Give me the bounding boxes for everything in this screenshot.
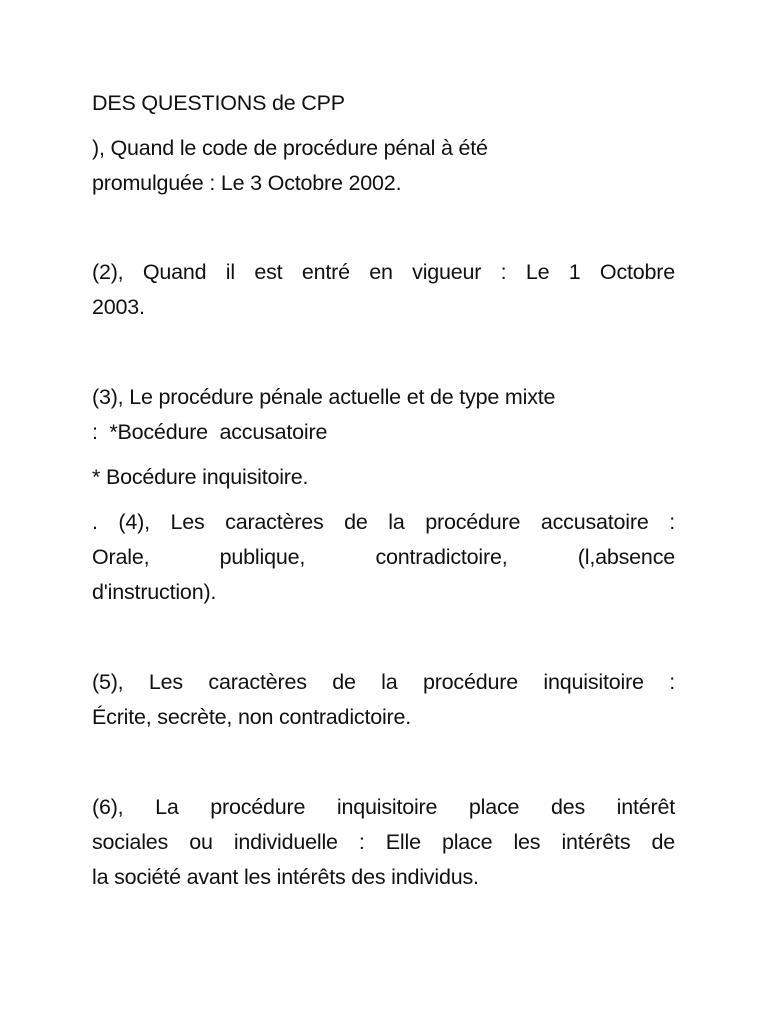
question-3-continued [92,460,675,495]
title-line: DES QUESTIONS de CPP [92,91,345,115]
question-2 [92,255,675,325]
question-4-line-2: Orale, publique, contradictoire, (l,absence [92,545,675,569]
question-3-line-3: * Bocédure inquisitoire. [92,465,309,489]
question-1-line-2: promulguée : Le 3 Octobre 2002. [92,171,402,195]
question-6-line-2: sociales ou individuelle : Elle place les intérêts de [92,830,675,854]
question-6-line-1: (6), La procédure inquisitoire place des intérêt [92,795,675,819]
question-3 [92,380,675,450]
question-5-line-2: Écrite, secrète, non contradictoire. [92,705,412,729]
question-1 [92,131,675,201]
question-6-line-3: la société avant les intérêts des individus. [92,865,479,889]
document-title [92,86,675,121]
question-2-line-1: (2), Quand il est entré en vigueur : Le 1 Octobre [92,260,675,284]
question-4-line-1: . (4), Les caractères de la procédure accusatoire : [92,510,675,534]
question-5 [92,665,675,735]
question-4 [92,505,675,610]
question-4-line-3: d'instruction). [92,580,217,604]
question-3-line-2: : *Bocédure accusatoire [92,420,328,444]
question-3-line-1: (3), Le procédure pénale actuelle et de type mixte [92,385,556,409]
question-2-line-2: 2003. [92,295,145,319]
question-6 [92,790,675,895]
question-5-line-1: (5), Les caractères de la procédure inquisitoire : [92,670,675,694]
question-1-line-1: ), Quand le code de procédure pénal à été [92,136,488,160]
